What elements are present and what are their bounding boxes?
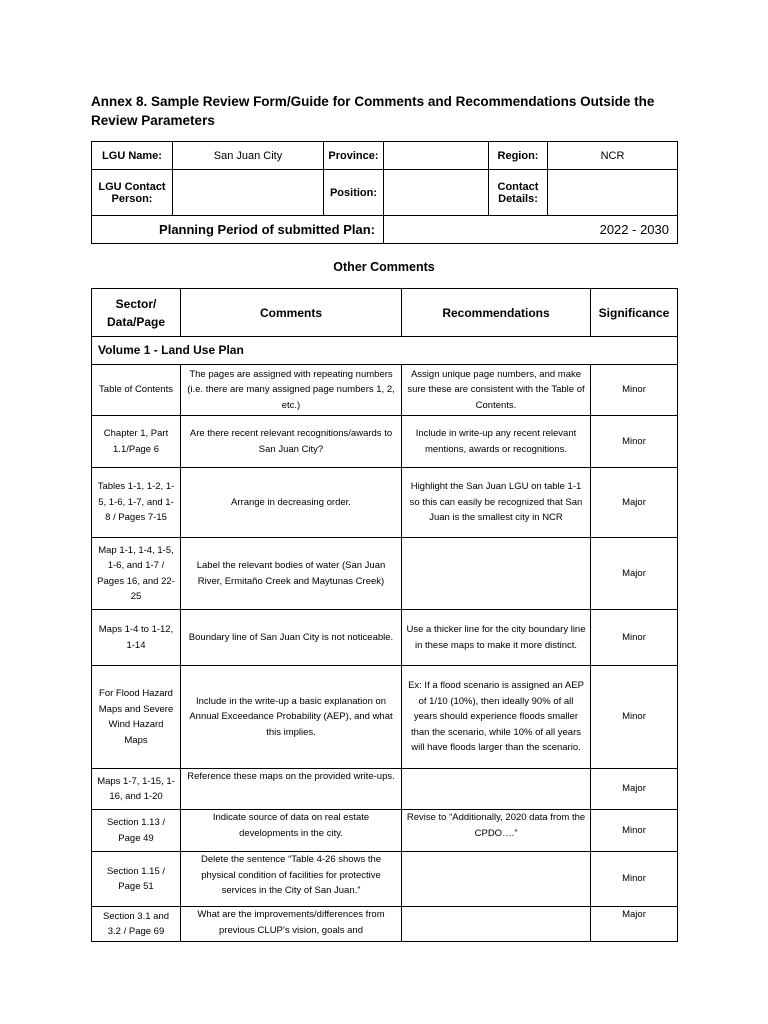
row-recommendation: Include in write-up any recent relevant mentions, awards or recognitions. (402, 416, 591, 468)
row-page: Tables 1-1, 1-2, 1-5, 1-6, 1-7, and 1-8 / Pages 7-15 (92, 468, 181, 538)
planning-period-label: Planning Period of submitted Plan: (92, 216, 384, 244)
position-value (384, 170, 489, 216)
table-row (92, 852, 678, 907)
contact-details-label: Contact Details: (489, 170, 548, 216)
row-page: Table of Contents (92, 365, 181, 416)
row-comment: Arrange in decreasing order. (181, 468, 402, 538)
row-comment: What are the improvements/differences from previous CLUP’s vision, goals and (181, 907, 402, 942)
row-significance: Major (591, 907, 678, 942)
row-page: For Flood Hazard Maps and Severe Wind Hazard Maps (92, 666, 181, 769)
row-significance: Major (591, 769, 678, 810)
other-comments-title: Other Comments (333, 260, 435, 274)
row-comment: Include in the write-up a basic explanation on Annual Exceedance Probability (AEP), and what this implies. (181, 666, 402, 769)
header-sector: Sector/ Data/Page (92, 289, 181, 337)
row-recommendation (402, 907, 591, 942)
row-significance: Minor (591, 810, 678, 852)
section-volume-1: Volume 1 - Land Use Plan (92, 337, 678, 365)
header-significance: Significance (591, 289, 678, 337)
row-recommendation (402, 538, 591, 610)
lgu-name-value: San Juan City (173, 142, 324, 170)
row-comment: Boundary line of San Juan City is not noticeable. (181, 610, 402, 666)
table-row (92, 538, 678, 610)
province-value (384, 142, 489, 170)
row-comment: The pages are assigned with repeating numbers (i.e. there are many assigned page numbers 1, 2, etc.) (181, 365, 402, 416)
table-row (92, 810, 678, 852)
contact-person-label: LGU Contact Person: (92, 170, 173, 216)
table-row (92, 769, 678, 810)
row-page: Section 1.13 / Page 49 (92, 810, 181, 852)
comments-table (91, 288, 678, 942)
row-comment: Label the relevant bodies of water (San Juan River, Ermitaño Creek and Maytunas Creek) (181, 538, 402, 610)
row-significance: Minor (591, 666, 678, 769)
header-recommendations: Recommendations (402, 289, 591, 337)
table-row (92, 610, 678, 666)
row-recommendation (402, 852, 591, 907)
table-row (92, 365, 678, 416)
row-page: Maps 1-4 to 1-12, 1-14 (92, 610, 181, 666)
row-recommendation: Ex: If a flood scenario is assigned an AEP of 1/10 (10%), then ideally 90% of all years should experience floods smaller than the scenario, while 10% of all years will have floods larger than the scenario. (402, 666, 591, 769)
planning-period-value: 2022 - 2030 (384, 216, 678, 244)
row-comment: Reference these maps on the provided write-ups. (181, 769, 402, 810)
table-row (92, 468, 678, 538)
row-significance: Major (591, 538, 678, 610)
row-page: Section 1.15 / Page 51 (92, 852, 181, 907)
row-page: Map 1-1, 1-4, 1-5, 1-6, and 1-7 / Pages 16, and 22-25 (92, 538, 181, 610)
row-recommendation: Use a thicker line for the city boundary line in these maps to make it more distinct. (402, 610, 591, 666)
row-comment: Delete the sentence “Table 4-26 shows the physical condition of facilities for protective services in the City of San Juan.” (181, 852, 402, 907)
table-row (92, 666, 678, 769)
row-page: Maps 1-7, 1-15, 1-16, and 1-20 (92, 769, 181, 810)
row-significance: Minor (591, 365, 678, 416)
contact-person-value (173, 170, 324, 216)
contact-details-value (548, 170, 678, 216)
lgu-name-label: LGU Name: (92, 142, 173, 170)
province-label: Province: (324, 142, 384, 170)
row-significance: Minor (591, 416, 678, 468)
page-title: Annex 8. Sample Review Form/Guide for Comments and Recommendations Outside the Review Parameters (91, 94, 655, 128)
row-significance: Major (591, 468, 678, 538)
position-label: Position: (324, 170, 384, 216)
row-page: Section 3.1 and 3.2 / Page 69 (92, 907, 181, 942)
table-row (92, 907, 678, 942)
row-significance: Minor (591, 610, 678, 666)
row-comment: Indicate source of data on real estate developments in the city. (181, 810, 402, 852)
row-comment: Are there recent relevant recognitions/awards to San Juan City? (181, 416, 402, 468)
row-recommendation: Assign unique page numbers, and make sure these are consistent with the Table of Contents. (402, 365, 591, 416)
row-page: Chapter 1, Part 1.1/Page 6 (92, 416, 181, 468)
region-label: Region: (489, 142, 548, 170)
table-row (92, 416, 678, 468)
row-recommendation: Highlight the San Juan LGU on table 1-1 so this can easily be recognized that San Juan is the smallest city in NCR (402, 468, 591, 538)
row-significance: Minor (591, 852, 678, 907)
region-value: NCR (548, 142, 678, 170)
lgu-info-table (91, 141, 678, 244)
header-comments: Comments (181, 289, 402, 337)
row-recommendation: Revise to “Additionally, 2020 data from the CPDO….” (402, 810, 591, 852)
row-recommendation (402, 769, 591, 810)
